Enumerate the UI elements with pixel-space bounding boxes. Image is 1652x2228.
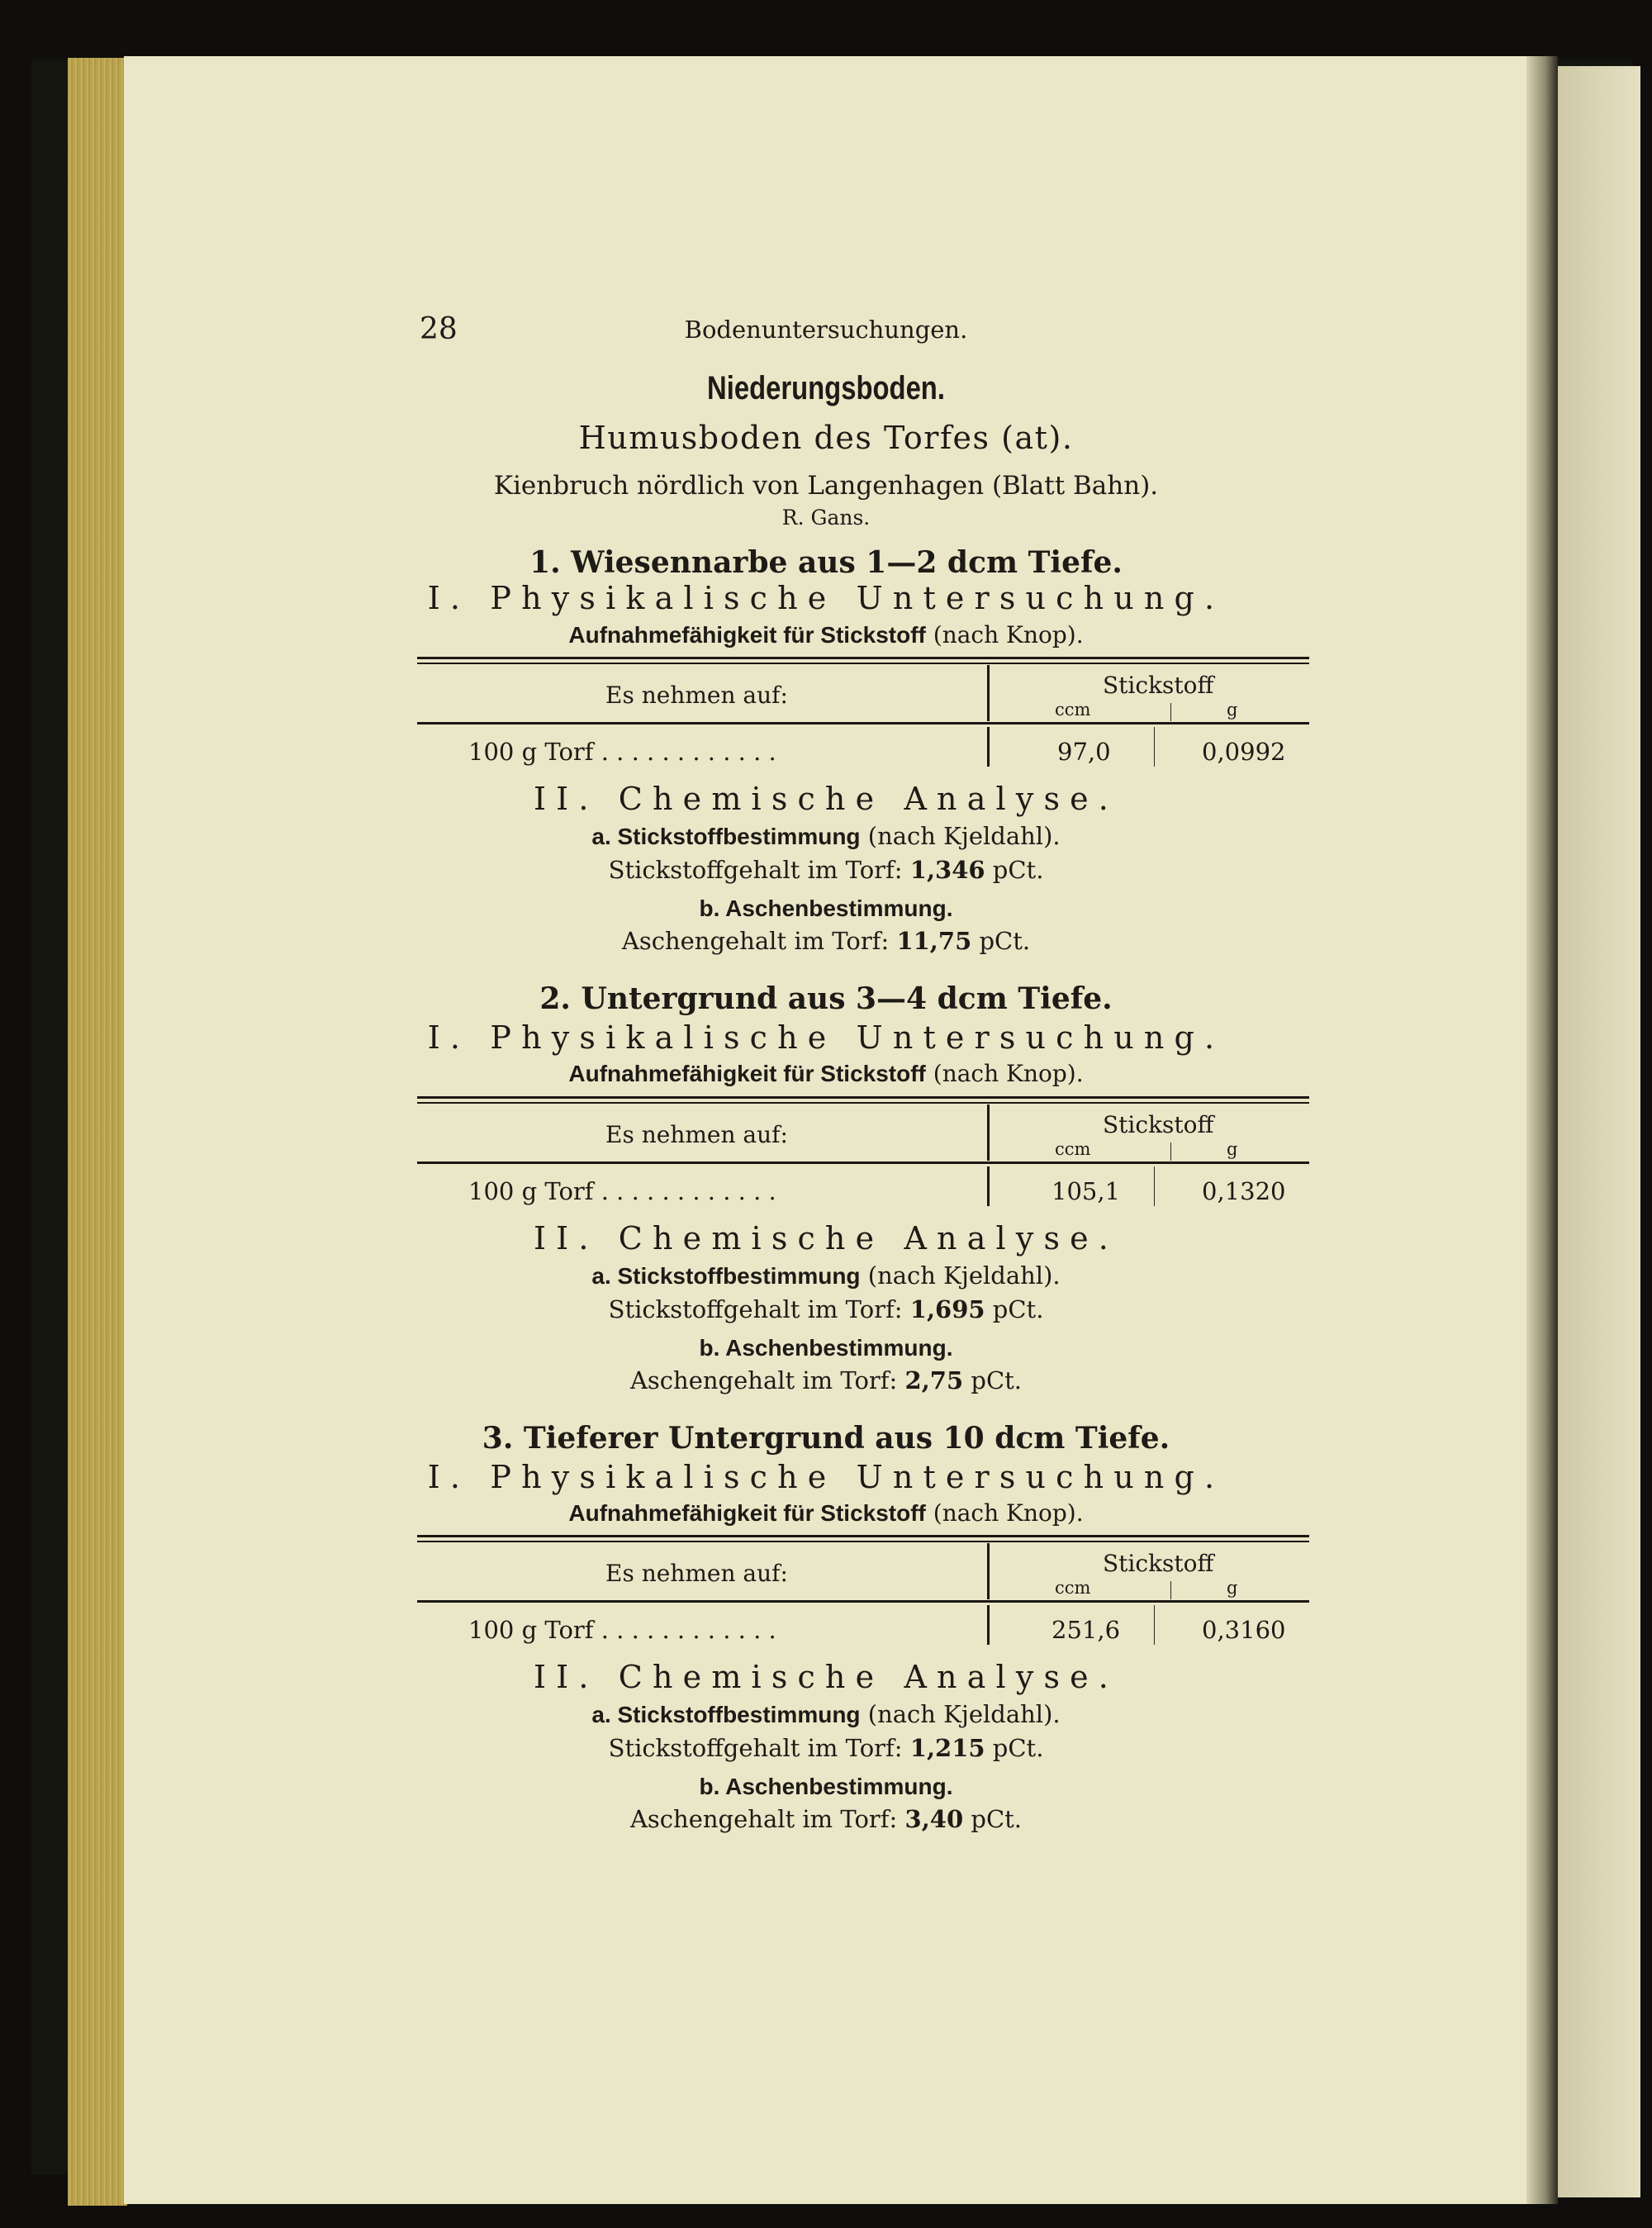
- sample-1-ash-content: Aschengehalt im Torf: 11,75 pCt.: [621, 927, 1031, 955]
- location-line: Kienbruch nördlich von Langenhagen (Blatt Bahn).: [493, 471, 1159, 501]
- page-title: Niederungsboden.: [707, 370, 945, 406]
- sample-2-table: [417, 1096, 1309, 1220]
- sample-1-aufnahme-line: [0, 621, 1652, 648]
- nitrogen-value: 1,215: [909, 1734, 985, 1762]
- ash-value: 2,75: [904, 1366, 964, 1394]
- unit-ccm: ccm: [1055, 700, 1091, 720]
- col-header-es-nehmen-auf: Es nehmen auf:: [605, 682, 788, 709]
- sample-1-table: [417, 657, 1309, 781]
- sample-2-chem-heading: II. Chemische Analyse.: [533, 1220, 1118, 1257]
- sample-1-heading: 1. Wiesennarbe aus 1—2 dcm Tiefe.: [529, 545, 1123, 580]
- unit-g: g: [1227, 1578, 1238, 1598]
- value-ccm: 251,6: [1051, 1616, 1121, 1644]
- sample-2-ash-label: b. Aschenbestimmung.: [699, 1335, 953, 1361]
- col-header-stickstoff: Stickstoff: [1103, 1550, 1214, 1577]
- sample-2-n-content: Stickstoffgehalt im Torf: 1,695 pCt.: [608, 1295, 1044, 1323]
- sample-2-n-label: a. Stickstoffbestimmung (nach Kjeldahl).: [591, 1261, 1061, 1290]
- value-ccm: 105,1: [1051, 1177, 1121, 1205]
- sample-1-ash-label: b. Aschenbestimmung.: [699, 895, 953, 921]
- running-head: Bodenuntersuchungen.: [684, 316, 968, 344]
- author-line: R. Gans.: [781, 506, 871, 530]
- row-label: 100 g Torf . . . . . . . . . . . .: [468, 738, 776, 766]
- unit-ccm: ccm: [1055, 1139, 1091, 1159]
- sample-1-n-label: a. Stickstoffbestimmung (nach Kjeldahl).: [591, 822, 1061, 850]
- page-number: 28: [420, 312, 458, 346]
- sample-2-aufnahme-line: Aufnahmefähigkeit für Stickstoff (nach Knop).: [568, 1060, 1084, 1087]
- value-g: 0,1320: [1202, 1177, 1286, 1205]
- col-header-es-nehmen-auf: Es nehmen auf:: [605, 1560, 788, 1587]
- ash-value: 3,40: [904, 1805, 964, 1833]
- aufnahme-rest: (nach Knop).: [933, 621, 1084, 648]
- col-header-es-nehmen-auf: Es nehmen auf:: [605, 1121, 788, 1148]
- value-ccm: 97,0: [1057, 738, 1111, 766]
- sample-3-table: [417, 1535, 1309, 1659]
- sample-1-n-content: Stickstoffgehalt im Torf: 1,346 pCt.: [608, 856, 1044, 884]
- sample-3-heading: 3. Tieferer Untergrund aus 10 dcm Tiefe.: [482, 1421, 1170, 1456]
- unit-ccm: ccm: [1055, 1578, 1091, 1598]
- sample-3-ash-content: Aschengehalt im Torf: 3,40 pCt.: [629, 1805, 1023, 1833]
- sample-3-phys-heading: I. Physikalische Untersuchung.: [427, 1459, 1225, 1495]
- value-g: 0,0992: [1202, 738, 1286, 766]
- sample-3-n-label: a. Stickstoffbestimmung (nach Kjeldahl).: [591, 1700, 1061, 1728]
- unit-g: g: [1227, 700, 1238, 720]
- sample-3-chem-heading: II. Chemische Analyse.: [533, 1659, 1118, 1695]
- row-label: 100 g Torf . . . . . . . . . . . .: [468, 1177, 776, 1205]
- unit-g: g: [1227, 1139, 1238, 1159]
- value-g: 0,3160: [1202, 1616, 1286, 1644]
- page-subtitle: Humusboden des Torfes (at).: [578, 420, 1074, 456]
- row-label: 100 g Torf . . . . . . . . . . . .: [468, 1616, 776, 1644]
- sample-2-ash-content: Aschengehalt im Torf: 2,75 pCt.: [629, 1366, 1023, 1394]
- sample-2-phys-heading: I. Physikalische Untersuchung.: [427, 1019, 1225, 1056]
- sample-1-phys-heading: I. Physikalische Untersuchung.: [427, 580, 1225, 616]
- sample-3-aufnahme-line: Aufnahmefähigkeit für Stickstoff (nach Knop).: [568, 1499, 1084, 1527]
- ash-value: 11,75: [896, 927, 972, 955]
- col-header-stickstoff: Stickstoff: [1103, 672, 1214, 699]
- col-header-stickstoff: Stickstoff: [1103, 1111, 1214, 1138]
- sample-3-ash-label: b. Aschenbestimmung.: [699, 1774, 953, 1799]
- sample-3-n-content: Stickstoffgehalt im Torf: 1,215 pCt.: [608, 1734, 1044, 1762]
- nitrogen-value: 1,695: [909, 1295, 985, 1323]
- nitrogen-value: 1,346: [909, 856, 985, 884]
- sample-2-heading: 2. Untergrund aus 3—4 dcm Tiefe.: [539, 981, 1113, 1016]
- aufnahme-bold: Aufnahmefähigkeit für Stickstoff: [568, 622, 926, 648]
- sample-1-chem-heading: II. Chemische Analyse.: [533, 781, 1118, 817]
